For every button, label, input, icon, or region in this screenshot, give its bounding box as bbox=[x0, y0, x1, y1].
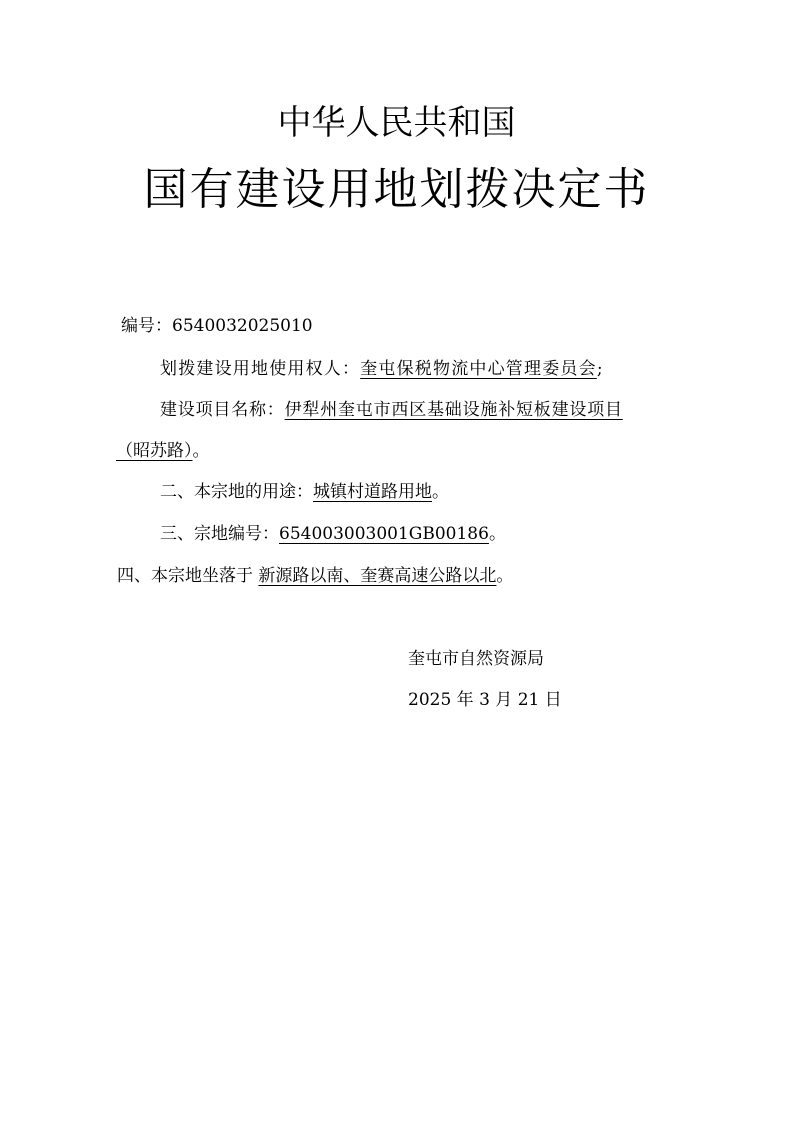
parcel-location-value: 新源路以南、奎赛高速公路以北 bbox=[258, 566, 497, 586]
issuing-authority: 奎屯市自然资源局 bbox=[408, 649, 544, 669]
land-use-value: 城镇村道路用地 bbox=[313, 482, 432, 502]
land-user-line bbox=[160, 356, 604, 382]
land-user-value: 奎屯保税物流中心管理委员会 bbox=[360, 359, 597, 379]
land-user-suffix: ; bbox=[596, 359, 604, 379]
project-name-value-continued: （昭苏路） bbox=[116, 441, 193, 461]
parcel-location-label: 四、本宗地坐落于 bbox=[117, 566, 253, 586]
project-name-line bbox=[160, 397, 623, 423]
land-use-label: 二、本宗地的用途： bbox=[160, 482, 313, 502]
project-name-continuation bbox=[116, 438, 210, 464]
document-number-value: 6540032025010 bbox=[172, 316, 313, 336]
parcel-number-suffix: 。 bbox=[488, 524, 506, 544]
land-use-line bbox=[160, 479, 449, 505]
document-number-label: 编号： bbox=[121, 316, 172, 336]
document-number-line bbox=[121, 313, 313, 339]
land-use-suffix: 。 bbox=[432, 482, 449, 502]
parcel-number-line bbox=[160, 521, 506, 547]
issue-date: 2025 年 3 月 21 日 bbox=[408, 690, 562, 710]
project-name-suffix: 。 bbox=[192, 441, 210, 461]
parcel-number-value: 654003003001GB00186 bbox=[279, 524, 489, 544]
project-name-value: 伊犁州奎屯市西区基础设施补短板建设项目 bbox=[284, 400, 623, 420]
parcel-location-suffix: 。 bbox=[496, 566, 514, 586]
document-title-country: 中华人民共和国 bbox=[277, 103, 516, 143]
project-name-label: 建设项目名称： bbox=[160, 400, 285, 420]
document-title-main: 国有建设用地划拨决定书 bbox=[143, 164, 650, 215]
parcel-location-line bbox=[117, 563, 513, 589]
land-user-label: 划拨建设用地使用权人： bbox=[160, 359, 361, 379]
parcel-number-label: 三、宗地编号： bbox=[160, 524, 279, 544]
